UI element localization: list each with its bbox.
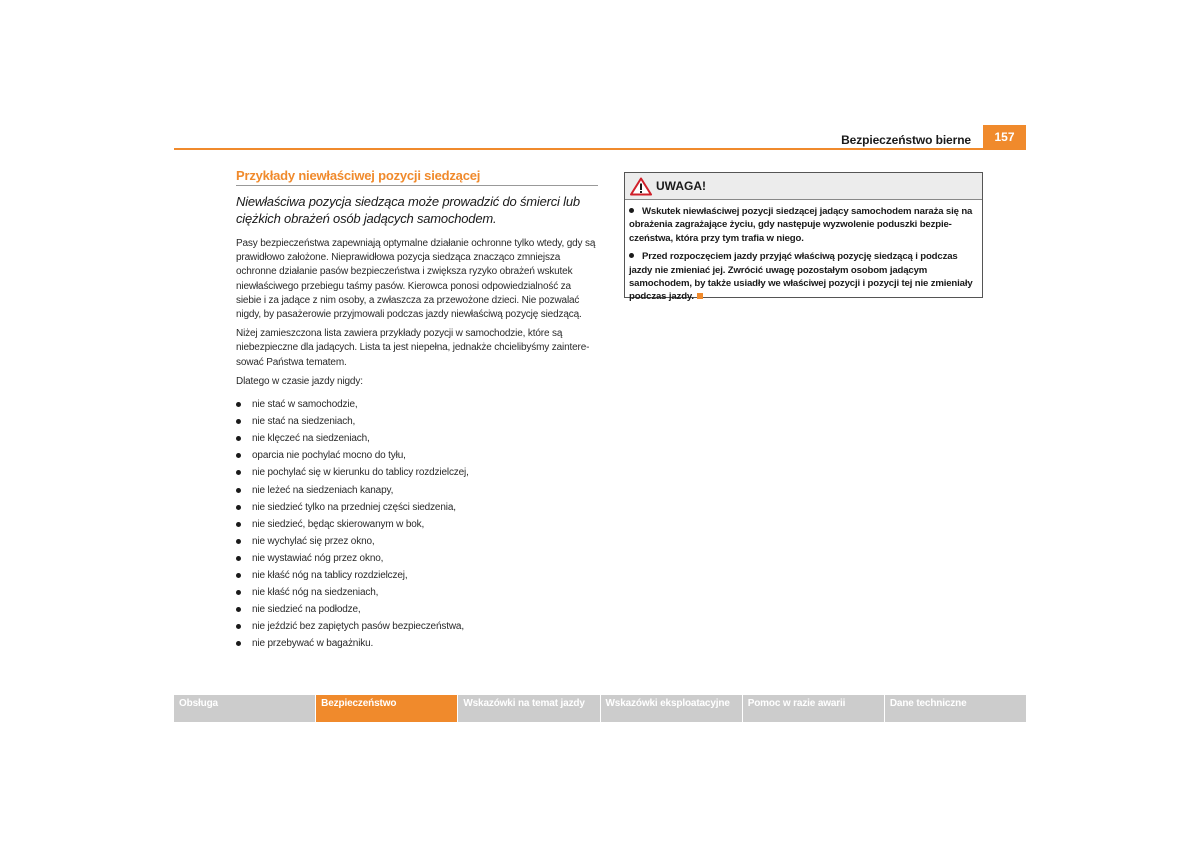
warning-title: UWAGA! — [656, 179, 706, 193]
list-item: nie leżeć na siedzeniach kanapy, — [236, 482, 598, 499]
list-item: nie wychylać się przez okno, — [236, 533, 598, 550]
body-paragraph-2: Niżej zamieszczona lista zawiera przykłady pozycji w samochodzie, które są niebezpieczne dla jadących. Lista ta jest niepełna, jednakże chcielibyśmy zaintere-sować Państwa tematem. — [236, 328, 590, 368]
list-item: nie siedzieć tylko na przedniej części siedzenia, — [236, 499, 598, 516]
warning-item: Przed rozpoczęciem jazdy przyjąć właściwą pozycję siedzącą i podczas jazdy nie zmieniać jej. Zwrócić uwagę pozostałym osobom jadącym samochodem, by także usiadły we właściwej pozycji i pozycji tej nie zmieniały podczas jazdy. — [629, 251, 973, 303]
tab-wskazowki-jazdy[interactable]: Wskazówki na temat jazdy — [458, 695, 599, 722]
list-item: nie klęczeć na siedzeniach, — [236, 430, 598, 447]
list-item: nie stać na siedzeniach, — [236, 413, 598, 430]
warning-triangle-icon — [630, 177, 652, 196]
tab-wskazowki-eksploatacyjne[interactable]: Wskazówki eksploatacyjne — [601, 695, 742, 722]
header-section-name: Bezpieczeństwo bierne — [841, 133, 971, 147]
bullet-icon — [236, 436, 241, 441]
lead-paragraph: Niewłaściwa pozycja siedząca może prowadzić do śmierci lub ciężkich obrażeń osób jadących samochodem. — [236, 194, 580, 226]
section-title: Przykłady niewłaściwej pozycji siedzącej — [236, 168, 598, 186]
bullet-icon — [236, 556, 241, 561]
list-item: nie wystawiać nóg przez okno, — [236, 550, 598, 567]
chapter-nav — [174, 695, 1026, 722]
bullet-icon — [236, 607, 241, 612]
bullet-icon — [236, 453, 241, 458]
list-item: nie przebywać w bagażniku. — [236, 635, 598, 652]
tab-dane-techniczne[interactable]: Dane techniczne — [885, 695, 1026, 722]
warning-item: Wskutek niewłaściwej pozycji siedzącej jadący samochodem naraża się na obrażenia zagrażające życiu, gdy następuje wyzwolenie poduszki bezpie-czeństwa, która przy tym trafia w niego. — [629, 206, 973, 244]
bullet-list — [236, 396, 598, 652]
end-square-icon — [697, 293, 703, 299]
bullet-icon — [629, 208, 634, 213]
list-item: nie stać w samochodzie, — [236, 396, 598, 413]
warning-body — [625, 200, 982, 304]
bullet-icon — [236, 402, 241, 407]
bullet-icon — [236, 419, 241, 424]
list-item: nie kłaść nóg na siedzeniach, — [236, 584, 598, 601]
bullet-icon — [236, 573, 241, 578]
header-rule — [174, 148, 1026, 150]
list-item: nie siedzieć, będąc skierowanym w bok, — [236, 516, 598, 533]
tab-obsluga[interactable]: Obsługa — [174, 695, 315, 722]
body-paragraph-3: Dlatego w czasie jazdy nigdy: — [236, 375, 363, 387]
warning-box — [624, 172, 983, 303]
tab-pomoc-awarii[interactable]: Pomoc w razie awarii — [743, 695, 884, 722]
list-item: nie pochylać się w kierunku do tablicy rozdzielczej, — [236, 464, 598, 481]
bullet-icon — [236, 488, 241, 493]
main-column — [236, 168, 598, 652]
body-paragraph-1: Pasy bezpieczeństwa zapewniają optymalne działanie ochronne tylko wtedy, gdy są prawidłowo założone. Nieprawidłowa pozycja siedząca znacząco zmniejsza ochronne działanie pasów bezpieczeństwa i zwiększa ryzyko obrażeń wskutek niewłaściwego przebiegu taśmy pasów. Kierowca ponosi odpowiedzialność za siebie i za jadące z nim osoby, a zwłaszcza za przewożone dzieci. Nie pozwalać nigdy, by pasażerowie przyjmowali podczas jazdy niewłaściwą pozycję siedzącą. — [236, 238, 596, 321]
bullet-icon — [236, 505, 241, 510]
tab-bezpieczenstwo[interactable]: Bezpieczeństwo — [316, 695, 457, 722]
bullet-icon — [236, 522, 241, 527]
list-item: oparcia nie pochylać mocno do tyłu, — [236, 447, 598, 464]
warning-header — [625, 173, 982, 200]
bullet-icon — [629, 253, 634, 258]
list-item: nie jeździć bez zapiętych pasów bezpieczeństwa, — [236, 618, 598, 635]
bullet-icon — [236, 590, 241, 595]
list-item: nie kłaść nóg na tablicy rozdzielczej, — [236, 567, 598, 584]
bullet-icon — [236, 470, 241, 475]
bullet-icon — [236, 641, 241, 646]
bullet-icon — [236, 539, 241, 544]
list-item: nie siedzieć na podłodze, — [236, 601, 598, 618]
page-number: 157 — [983, 125, 1026, 149]
bullet-icon — [236, 624, 241, 629]
